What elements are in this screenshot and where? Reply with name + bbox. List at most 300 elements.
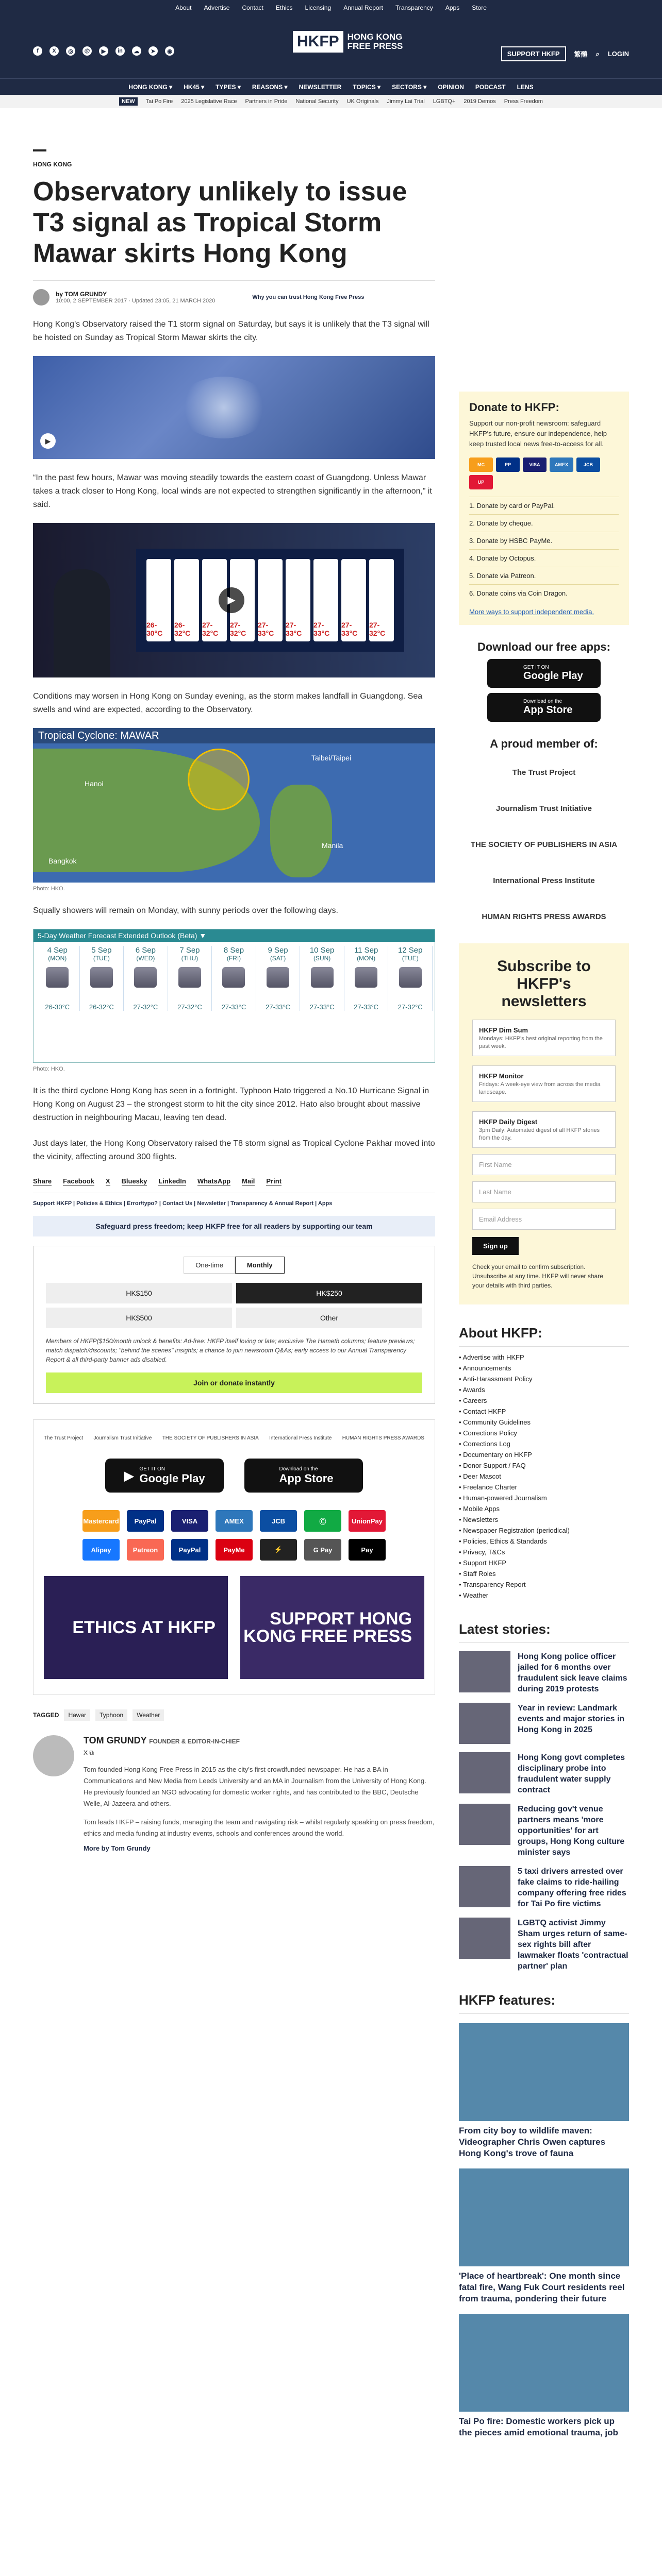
- unionpay-icon: UP: [469, 475, 493, 489]
- language-link[interactable]: 繁體: [574, 50, 588, 58]
- share-link[interactable]: Facebook: [63, 1177, 94, 1185]
- forecast-date: 5 Sep: [91, 946, 112, 955]
- weather-icon: [90, 967, 113, 988]
- tv-forecast-cell: [258, 559, 283, 641]
- forecast-date: 7 Sep: [179, 946, 200, 955]
- forecast-temp: 27-32°C: [133, 1003, 158, 1011]
- membership-logos: [33, 1419, 435, 1695]
- donate-link[interactable]: 6. Donate coins via Coin Dragon.: [469, 584, 619, 602]
- donate-link[interactable]: 4. Donate by Octopus.: [469, 549, 619, 567]
- donate-links: [469, 497, 619, 602]
- topbar-link[interactable]: Annual Report: [343, 4, 383, 11]
- about-link[interactable]: • Awards: [459, 1386, 485, 1394]
- author-avatar: [33, 289, 49, 306]
- trending-link[interactable]: Jimmy Lai Trial: [387, 98, 425, 105]
- membership-text: Members of HKFP($150/month unlock & benefits: Ad-free: HKFP itself loving or late; exclusive The Hameth columns; feature previews; match dispatch/discounts; "behind the scenes" insights; a chance to join newsroom Q&As; early access to our Annual Transparency Report & all third-party banner ads disabled.: [46, 1337, 415, 1363]
- tv-temp: 27-33°C: [258, 621, 274, 637]
- forecast-date: 10 Sep: [309, 946, 335, 955]
- forecast-day: [124, 946, 168, 1011]
- badge-title: App Store: [279, 1471, 334, 1485]
- about-link-label: Documentary on HKFP: [463, 1451, 532, 1459]
- feature-story[interactable]: [459, 2314, 629, 2438]
- forecast-weekday: (FRI): [226, 955, 241, 962]
- support-button[interactable]: SUPPORT HKFP: [501, 46, 566, 61]
- forecast-day: [300, 946, 344, 1011]
- nav-item[interactable]: NEWSLETTER: [299, 83, 342, 91]
- topbar-link[interactable]: Store: [472, 4, 487, 11]
- first-name-field[interactable]: First Name: [472, 1154, 616, 1175]
- apps-heading: Download our free apps:: [477, 640, 610, 653]
- city-label: Hanoi: [85, 779, 104, 788]
- signup-button[interactable]: Sign up: [472, 1237, 519, 1255]
- presenter: [54, 569, 110, 677]
- forecast-day: [344, 946, 389, 1011]
- newsletter-desc: Mondays: HKFP's best original reporting from the past week.: [479, 1036, 603, 1049]
- latest-story[interactable]: [459, 1651, 629, 1694]
- story-title[interactable]: Year in review: Landmark events and major stories in Hong Kong in 2025: [518, 1704, 625, 1734]
- about-link[interactable]: • Staff Roles: [459, 1570, 496, 1578]
- play-icon[interactable]: ▶: [40, 433, 56, 449]
- member-logo[interactable]: Journalism Trust Initiative: [496, 804, 592, 813]
- forecast-temp: 27-33°C: [354, 1003, 379, 1011]
- about-link-label: Staff Roles: [463, 1570, 496, 1578]
- about-link[interactable]: • Documentary on HKFP: [459, 1451, 532, 1459]
- logo-line2: FREE PRESS: [347, 41, 403, 51]
- forecast-weekday: (TUE): [93, 955, 110, 962]
- more-ways-link[interactable]: More ways to support independent media.: [469, 608, 594, 616]
- donate-payment-icons: [469, 457, 619, 489]
- forecast-day: [256, 946, 301, 1011]
- forecast-day: [36, 946, 80, 1011]
- badge-sub: Download on the: [279, 1466, 318, 1472]
- feature-image: [459, 2023, 629, 2121]
- paragraph: Just days later, the Hong Kong Observatory raised the T8 storm signal as Tropical Cyclone Pakhar moved into the vicinity, affecting around 300 flights.: [33, 1139, 435, 1161]
- amount-option[interactable]: HK$250: [236, 1283, 422, 1303]
- about-link[interactable]: • Transparency Report: [459, 1581, 526, 1588]
- about-link[interactable]: • Deer Mascot: [459, 1472, 501, 1480]
- instagram-icon[interactable]: ◎: [66, 46, 75, 56]
- header-actions: [501, 46, 629, 61]
- payment-icon: Mastercard: [82, 1510, 120, 1532]
- about-link[interactable]: • Corrections Log: [459, 1440, 510, 1448]
- about-link[interactable]: • Community Guidelines: [459, 1418, 531, 1426]
- forecast-date: 9 Sep: [268, 946, 288, 955]
- latest-story[interactable]: [459, 1703, 629, 1744]
- topbar-link[interactable]: About: [175, 4, 192, 11]
- donation-box: [33, 1246, 435, 1404]
- forecast-weekday: (SUN): [313, 955, 331, 962]
- weather-icon: [134, 967, 157, 988]
- newsletter-checkbox[interactable]: [472, 1111, 616, 1148]
- tag[interactable]: Weather: [133, 1709, 164, 1721]
- paragraph: It is the third cyclone Hong Kong has seen in a fortnight. Typhoon Hato triggered a No.10 Hurricane Signal in Hong Kong on August 23 – the strongest storm to hit the city since 2012. Hato also brought about massive destruction in neighbouring Macau, leaving ten dead.: [33, 1087, 429, 1122]
- topbar-link[interactable]: Advertise: [204, 4, 230, 11]
- badge-title: Google Play: [139, 1471, 205, 1485]
- facebook-icon[interactable]: f: [33, 46, 42, 56]
- city-label: Bangkok: [48, 857, 77, 865]
- author-social: [84, 1749, 435, 1757]
- search-icon[interactable]: ⌕: [595, 49, 600, 58]
- member-logo[interactable]: THE SOCIETY OF PUBLISHERS IN ASIA: [470, 840, 618, 849]
- newsletter-name: HKFP Dim Sum: [479, 1026, 528, 1034]
- tv-forecast-cell: [313, 559, 338, 641]
- amount-option[interactable]: Other: [236, 1308, 422, 1328]
- social-links: [33, 46, 174, 56]
- donate-link[interactable]: 3. Donate by HSBC PayMe.: [469, 532, 619, 549]
- trending-list: [146, 98, 543, 105]
- tv-forecast-cell: [369, 559, 394, 641]
- amex-icon: AMEX: [550, 457, 573, 472]
- author-role: FOUNDER & EDITOR-IN-CHIEF: [149, 1738, 240, 1745]
- story-title[interactable]: 5 taxi drivers arrested over fake claims to ride-hailing company offering free rides for Tai Po fire victims: [518, 1867, 626, 1908]
- latest-story[interactable]: [459, 1866, 629, 1909]
- feature-title[interactable]: From city boy to wildlife maven: Videographer Chris Owen captures Hong Kong's trove of fauna: [459, 2126, 606, 2158]
- storm-swirl: [177, 377, 270, 438]
- trending-link[interactable]: Tai Po Fire: [145, 98, 173, 105]
- nav-item[interactable]: HK45 ▾: [184, 83, 205, 91]
- about-link-label: Corrections Log: [463, 1440, 510, 1448]
- jcb-icon: JCB: [576, 457, 600, 472]
- story-title[interactable]: Hong Kong police officer jailed for 6 months over fraudulent sick leave claims during 2019 protests: [518, 1652, 627, 1693]
- payment-icon: ⚡: [260, 1539, 297, 1561]
- tv-temp: 27-32°C: [202, 621, 219, 637]
- tv-forecast-cell: [341, 559, 366, 641]
- forecast-temp: 26-32°C: [89, 1003, 114, 1011]
- trending-link[interactable]: Partners in Pride: [245, 98, 288, 105]
- story-title[interactable]: Hong Kong govt completes disciplinary probe into fraudulent water supply contract: [518, 1753, 625, 1794]
- about-link[interactable]: • Human-powered Journalism: [459, 1494, 547, 1502]
- forecast-date: 6 Sep: [135, 946, 156, 955]
- latest-story[interactable]: [459, 1918, 629, 1972]
- nav-item[interactable]: SECTORS ▾: [392, 83, 427, 91]
- story-title[interactable]: Reducing gov't venue partners means 'more opportunities' for art groups, Hong Kong culture minister says: [518, 1805, 625, 1857]
- caption: Photo: HKO.: [33, 1066, 65, 1072]
- weather-icon: [178, 967, 201, 988]
- topbar-link[interactable]: Ethics: [275, 4, 293, 11]
- story-title[interactable]: LGBTQ activist Jimmy Sham urges return of same-sex rights bill after lawmaker floats 'contractual partner' plan: [518, 1919, 628, 1971]
- sidebar: [459, 392, 629, 2438]
- linkedin-icon[interactable]: in: [115, 46, 125, 56]
- about-link-label: Anti-Harassment Policy: [462, 1375, 533, 1383]
- about-link-label: Mobile Apps: [463, 1505, 500, 1513]
- newsletter-name: HKFP Monitor: [479, 1072, 524, 1080]
- about-link[interactable]: • Privacy, T&Cs: [459, 1548, 505, 1556]
- trending-link[interactable]: LGBTQ+: [433, 98, 456, 105]
- trust-link[interactable]: Why you can trust Hong Kong Free Press: [252, 294, 365, 300]
- google-play-badge[interactable]: [105, 1459, 224, 1493]
- trending-link[interactable]: Press Freedom: [504, 98, 543, 105]
- tv-temp: 27-32°C: [230, 621, 246, 637]
- rss-icon[interactable]: ◉: [165, 46, 174, 56]
- forecast-days: [34, 942, 435, 1015]
- member-logos: [459, 761, 629, 928]
- newsletter-note: Check your email to confirm subscription. Unsubscribe at any time. HKFP will never share your details with third parties.: [472, 1263, 603, 1289]
- latest-story[interactable]: [459, 1752, 629, 1795]
- feature-title[interactable]: 'Place of heartbreak': One month since fatal fire, Wang Fuk Court residents reel from trauma, pondering their future: [459, 2271, 625, 2303]
- donate-link[interactable]: 5. Donate via Patreon.: [469, 567, 619, 584]
- tv-temp: 27-33°C: [286, 621, 302, 637]
- google-play-badge[interactable]: [487, 659, 601, 688]
- newsletter-name: HKFP Daily Digest: [479, 1118, 538, 1126]
- donate-link[interactable]: 2. Donate by cheque.: [469, 514, 619, 532]
- new-badge: NEW: [119, 97, 138, 106]
- about-link[interactable]: • Policies, Ethics & Standards: [459, 1537, 547, 1545]
- site-logo[interactable]: [293, 31, 403, 53]
- cyclone-track-map: [33, 728, 435, 883]
- share-link[interactable]: WhatsApp: [197, 1177, 231, 1185]
- payment-icon: Alipay: [82, 1539, 120, 1561]
- app-store-badge[interactable]: [244, 1459, 363, 1493]
- topbar-link[interactable]: Licensing: [305, 4, 332, 11]
- member-logo[interactable]: THE SOCIETY OF PUBLISHERS IN ASIA: [162, 1435, 259, 1441]
- tags: [33, 1709, 435, 1721]
- paragraph: Hong Kong's Observatory raised the T1 storm signal on Saturday, but says it is unlikely that the T3 signal will be hoisted on Sunday as Tropical Storm Mawar skirts the city.: [33, 320, 429, 342]
- payment-icon: PayPal: [127, 1510, 164, 1532]
- tv-forecast-cell: [286, 559, 310, 641]
- telegram-icon[interactable]: ➤: [148, 46, 158, 56]
- trending-link[interactable]: UK Originals: [346, 98, 379, 105]
- author-name[interactable]: by TOM GRUNDY: [56, 291, 107, 298]
- member-logo[interactable]: HUMAN RIGHTS PRESS AWARDS: [482, 912, 606, 921]
- forecast-screen: [136, 549, 404, 652]
- tag[interactable]: Hawar: [64, 1709, 90, 1721]
- member-logo-row: [44, 1435, 424, 1441]
- badge-title: Google Play: [523, 670, 583, 682]
- article-title: Observatory unlikely to issue T3 signal as Tropical Storm Mawar skirts Hong Kong: [33, 177, 407, 268]
- byline: [33, 280, 435, 306]
- about-link[interactable]: • Newsletters: [459, 1516, 499, 1523]
- latest-stories: [459, 1621, 629, 1972]
- logo-line1: HONG KONG: [347, 32, 403, 42]
- about-link-label: Deer Mascot: [463, 1472, 501, 1480]
- payment-icon: UnionPay: [349, 1510, 386, 1532]
- about-link[interactable]: • Contact HKFP: [459, 1408, 506, 1415]
- about-link-label: Community Guidelines: [463, 1418, 531, 1426]
- play-button-icon[interactable]: ▶: [219, 587, 244, 613]
- share-link[interactable]: Bluesky: [121, 1177, 147, 1185]
- nav-item[interactable]: OPINION: [438, 83, 464, 91]
- about-link[interactable]: • Weather: [459, 1591, 489, 1599]
- tv-forecast-cell: [146, 559, 171, 641]
- payment-icon: JCB: [260, 1510, 297, 1532]
- tv-temp: 26-30°C: [146, 621, 163, 637]
- windy-map-embed[interactable]: [33, 356, 435, 459]
- article: [33, 149, 435, 1852]
- about-link[interactable]: • Corrections Policy: [459, 1429, 517, 1437]
- newsletter-options: [472, 1020, 616, 1148]
- email-field[interactable]: Email Address: [472, 1209, 616, 1230]
- forecast-date: 12 Sep: [398, 946, 423, 955]
- topbar-link[interactable]: Transparency: [395, 4, 433, 11]
- share-link[interactable]: X: [105, 1177, 110, 1185]
- monthly-option[interactable]: Monthly: [235, 1257, 285, 1274]
- about-link-label: Corrections Policy: [463, 1429, 517, 1437]
- about-link-label: Human-powered Journalism: [463, 1494, 547, 1502]
- trending-link[interactable]: National Security: [295, 98, 339, 105]
- feature-story[interactable]: [459, 2168, 629, 2304]
- tag[interactable]: Typhoon: [95, 1709, 127, 1721]
- top-utility-bar: [0, 0, 662, 15]
- publish-date: 10:00, 2 SEPTEMBER 2017 · Updated 23:05, 21 MARCH 2020: [56, 298, 216, 304]
- map-title: Tropical Cyclone: MAWAR: [33, 728, 435, 743]
- payment-icon: G Pay: [304, 1539, 341, 1561]
- forecast-day: [388, 946, 433, 1011]
- about-link[interactable]: • Announcements: [459, 1364, 511, 1372]
- paragraph: “In the past few hours, Mawar was moving steadily towards the eastern coast of Guangdong. Unless Mawar takes a track closer to Hong Kong, local winds are not expected to strengthen significantly in the afternoon,” it said.: [33, 473, 432, 509]
- login-link[interactable]: LOGIN: [607, 50, 629, 58]
- link-icon[interactable]: ⧉: [89, 1749, 94, 1756]
- nav-item[interactable]: LENS: [517, 83, 534, 91]
- one-time-option[interactable]: One-time: [184, 1257, 235, 1274]
- newsletter-checkbox[interactable]: [472, 1020, 616, 1056]
- author-box: [33, 1735, 435, 1852]
- amount-option[interactable]: HK$500: [46, 1308, 232, 1328]
- payment-icon: Ⓒ: [304, 1510, 341, 1532]
- frequency-toggle: [46, 1257, 422, 1274]
- about-links: [459, 1352, 629, 1601]
- storm-circle: [188, 749, 250, 810]
- forecast-header: 5-Day Weather Forecast Extended Outlook (Beta) ▼: [34, 929, 435, 942]
- latest-list: [459, 1651, 629, 1972]
- donate-heading: Donate to HKFP:: [469, 401, 559, 414]
- app-store-badge[interactable]: [487, 693, 601, 722]
- about-link[interactable]: • Anti-Harassment Policy: [459, 1375, 533, 1383]
- feature-image: [459, 2168, 629, 2266]
- google-play-icon: ▶: [124, 1467, 135, 1483]
- newsletter-desc: 3pm Daily: Automated digest of all HKFP stories from the day.: [479, 1127, 600, 1141]
- more-by-author-link[interactable]: More by Tom Grundy: [84, 1844, 151, 1852]
- about-link-label: Awards: [462, 1386, 485, 1394]
- footer-links[interactable]: Support HKFP | Policies & Ethics | Error/typo? | Contact Us | Newsletter | Transparency & Annual Report | Apps: [33, 1193, 435, 1207]
- article-category[interactable]: HONG KONG: [33, 149, 46, 168]
- latest-story[interactable]: [459, 1804, 629, 1858]
- video-embed[interactable]: [33, 523, 435, 677]
- author-bio: Tom leads HKFP – raising funds, managing the team and navigating risk – whilst regularly speaking on press freedom, ethics and media funding at industry events, schools and conferences around the world.: [84, 1818, 435, 1837]
- forecast-weekday: (MON): [357, 955, 376, 962]
- forecast-temp: 27-33°C: [221, 1003, 246, 1011]
- story-thumbnail: [459, 1651, 510, 1692]
- forecast-temp: 26-30°C: [45, 1003, 70, 1011]
- trending-nav: [0, 95, 662, 108]
- x-icon[interactable]: X: [84, 1749, 88, 1756]
- payment-icon: PayPal: [171, 1539, 208, 1561]
- topbar-link[interactable]: Apps: [445, 4, 460, 11]
- share-bar: [33, 1177, 435, 1185]
- latest-heading: Latest stories:: [459, 1621, 629, 1643]
- badge-title: App Store: [523, 704, 573, 716]
- newsletter-desc: Fridays: A week-eye view from across the media landscape.: [479, 1081, 601, 1095]
- member-logo[interactable]: The Trust Project: [512, 768, 576, 777]
- tags-label: TAGGED: [33, 1711, 59, 1719]
- about-heading: About HKFP:: [459, 1325, 629, 1347]
- nav-item[interactable]: REASONS ▾: [252, 83, 288, 91]
- member-logo[interactable]: Journalism Trust Initiative: [93, 1435, 152, 1441]
- forecast-date: 11 Sep: [354, 946, 378, 955]
- trending-link[interactable]: 2019 Demos: [464, 98, 496, 105]
- nav-item[interactable]: TOPICS ▾: [353, 83, 381, 91]
- weather-forecast-table: [33, 929, 435, 1063]
- nav-item[interactable]: PODCAST: [475, 83, 506, 91]
- caption: Photo: HKO.: [33, 886, 65, 892]
- threads-icon[interactable]: @: [82, 46, 92, 56]
- about-link[interactable]: • Mobile Apps: [459, 1505, 500, 1513]
- about-link-label: Donor Support / FAQ: [463, 1462, 526, 1469]
- feature-story[interactable]: [459, 2023, 629, 2159]
- feature-title[interactable]: Tai Po fire: Domestic workers pick up the pieces amid emotional trauma, job: [459, 2416, 618, 2437]
- weather-icon: [46, 967, 69, 988]
- ethics-banner[interactable]: ETHICS AT HKFP: [44, 1576, 228, 1679]
- share-link[interactable]: Print: [266, 1177, 282, 1185]
- x-icon[interactable]: X: [49, 46, 59, 56]
- join-button[interactable]: Join or donate instantly: [46, 1372, 422, 1393]
- last-name-field[interactable]: Last Name: [472, 1181, 616, 1202]
- about-link[interactable]: • Advertise with HKFP: [459, 1353, 524, 1361]
- visa-icon: VISA: [523, 457, 547, 472]
- forecast-temp: 27-33°C: [266, 1003, 290, 1011]
- member-logo[interactable]: International Press Institute: [269, 1435, 332, 1441]
- story-thumbnail: [459, 1752, 510, 1793]
- forecast-date: 4 Sep: [47, 946, 68, 955]
- member-logo[interactable]: HUMAN RIGHTS PRESS AWARDS: [342, 1435, 424, 1441]
- forecast-day: [168, 946, 212, 1011]
- about-link[interactable]: • Newspaper Registration (periodical): [459, 1527, 570, 1534]
- share-link[interactable]: Mail: [242, 1177, 255, 1185]
- main-nav: [0, 78, 662, 95]
- youtube-icon[interactable]: ▶: [99, 46, 108, 56]
- weather-icon: [222, 967, 245, 988]
- share-link: Share: [33, 1177, 52, 1185]
- newsletter-signup: [459, 943, 629, 1304]
- philippines: [270, 785, 332, 877]
- tv-temp: 27-33°C: [341, 621, 358, 637]
- author-name[interactable]: TOM GRUNDY: [84, 1735, 147, 1745]
- about-link-label: Announcements: [462, 1364, 511, 1372]
- member-logo[interactable]: International Press Institute: [493, 876, 595, 885]
- weather-icon: [399, 967, 422, 988]
- tv-forecast-cell: [174, 559, 199, 641]
- payment-icon: VISA: [171, 1510, 208, 1532]
- donate-link[interactable]: 1. Donate by card or PayPal.: [469, 497, 619, 514]
- amount-option[interactable]: HK$150: [46, 1283, 232, 1303]
- about-link[interactable]: • Donor Support / FAQ: [459, 1462, 526, 1469]
- badge-sub: GET IT ON: [523, 665, 549, 670]
- logo-box: HKFP: [293, 31, 343, 53]
- bluesky-icon[interactable]: ☁: [132, 46, 141, 56]
- trending-link[interactable]: 2025 Legislative Race: [181, 98, 237, 105]
- forecast-temp: 27-32°C: [398, 1003, 423, 1011]
- about-link[interactable]: • Support HKFP: [459, 1559, 506, 1567]
- share-link[interactable]: LinkedIn: [158, 1177, 186, 1185]
- forecast-weekday: (TUE): [402, 955, 419, 962]
- support-banner-image[interactable]: SUPPORT HONG KONG FREE PRESS: [240, 1576, 424, 1679]
- newsletter-checkbox[interactable]: [472, 1065, 616, 1102]
- badge-sub: Download on the: [523, 699, 562, 704]
- about-link[interactable]: • Careers: [459, 1397, 487, 1404]
- member-logo[interactable]: The Trust Project: [44, 1435, 84, 1441]
- nav-item[interactable]: TYPES ▾: [216, 83, 241, 91]
- about-link-label: Support HKFP: [463, 1559, 506, 1567]
- about-link[interactable]: • Freelance Charter: [459, 1483, 517, 1491]
- features-list: [459, 2023, 629, 2438]
- forecast-temp: 27-33°C: [309, 1003, 335, 1011]
- support-banner[interactable]: Safeguard press freedom; keep HKFP free for all readers by supporting our team: [33, 1216, 435, 1236]
- city-label: Manila: [322, 841, 343, 850]
- paragraph: Squally showers will remain on Monday, with sunny periods over the following days.: [33, 906, 338, 915]
- forecast-weekday: (MON): [48, 955, 67, 962]
- nav-item[interactable]: HONG KONG ▾: [128, 83, 173, 91]
- newsletter-heading: Subscribe to HKFP's newsletters: [497, 958, 591, 1010]
- topbar-link[interactable]: Contact: [242, 4, 263, 11]
